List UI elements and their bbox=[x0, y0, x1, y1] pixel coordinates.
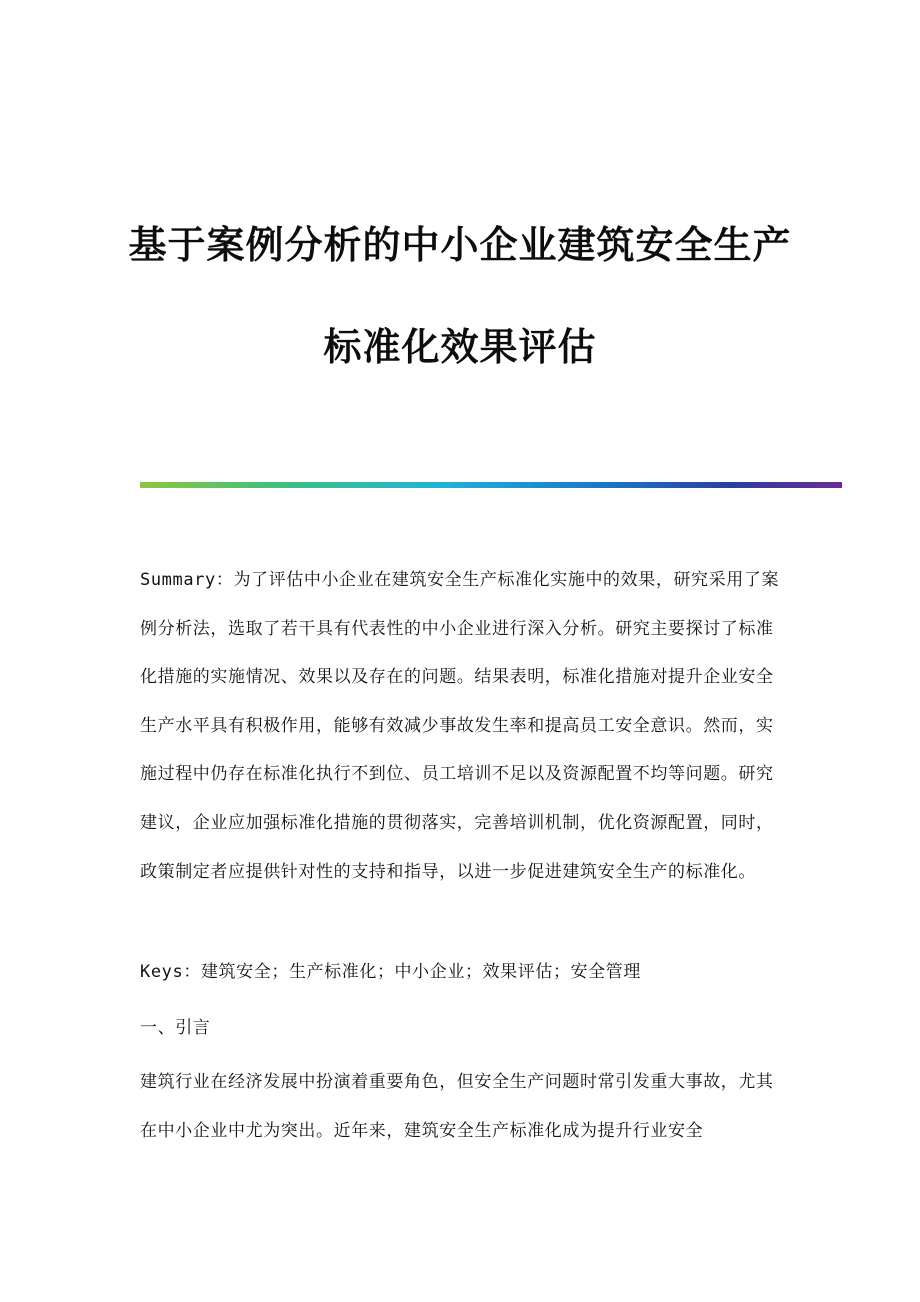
section-heading: 一、引言 bbox=[140, 1018, 211, 1038]
keywords-label: Keys bbox=[140, 962, 184, 982]
intro-paragraph: 建筑行业在经济发展中扮演着重要角色，但安全生产问题时常引发重大事故，尤其在中小企业中尤为突出。近年来，建筑安全生产标准化成为提升行业安全 bbox=[140, 1072, 774, 1141]
gradient-divider bbox=[140, 482, 842, 488]
keywords-line bbox=[140, 948, 780, 997]
summary-text: ：为了评估中小企业在建筑安全生产标准化实施中的效果，研究采用了案例分析法，选取了若干具有代表性的中小企业进行深入分析。研究主要探讨了标准化措施的实施情况、效果以及存在的问题。结果表明，标准化措施对提升企业安全生产水平具有积极作用，能够有效减少事故发生率和提高员工安全意识。然而，实施过程中仍存在标准化执行不到位、员工培训不足以及资源配置不均等问题。研究建议，企业应加强标准化措施的贯彻落实，完善培训机制，优化资源配置，同时，政策制定者应提供针对性的支持和指导，以进一步促进建筑安全生产的标准化。 bbox=[140, 570, 780, 882]
document-title-line-1: 基于案例分析的中小企业建筑安全生产 bbox=[128, 223, 792, 267]
summary-paragraph bbox=[140, 556, 780, 896]
summary-label: Summary bbox=[140, 570, 216, 590]
keywords-text: ：建筑安全；生产标准化；中小企业；效果评估；安全管理 bbox=[183, 962, 641, 982]
document-title-line-2: 标准化效果评估 bbox=[323, 325, 597, 369]
